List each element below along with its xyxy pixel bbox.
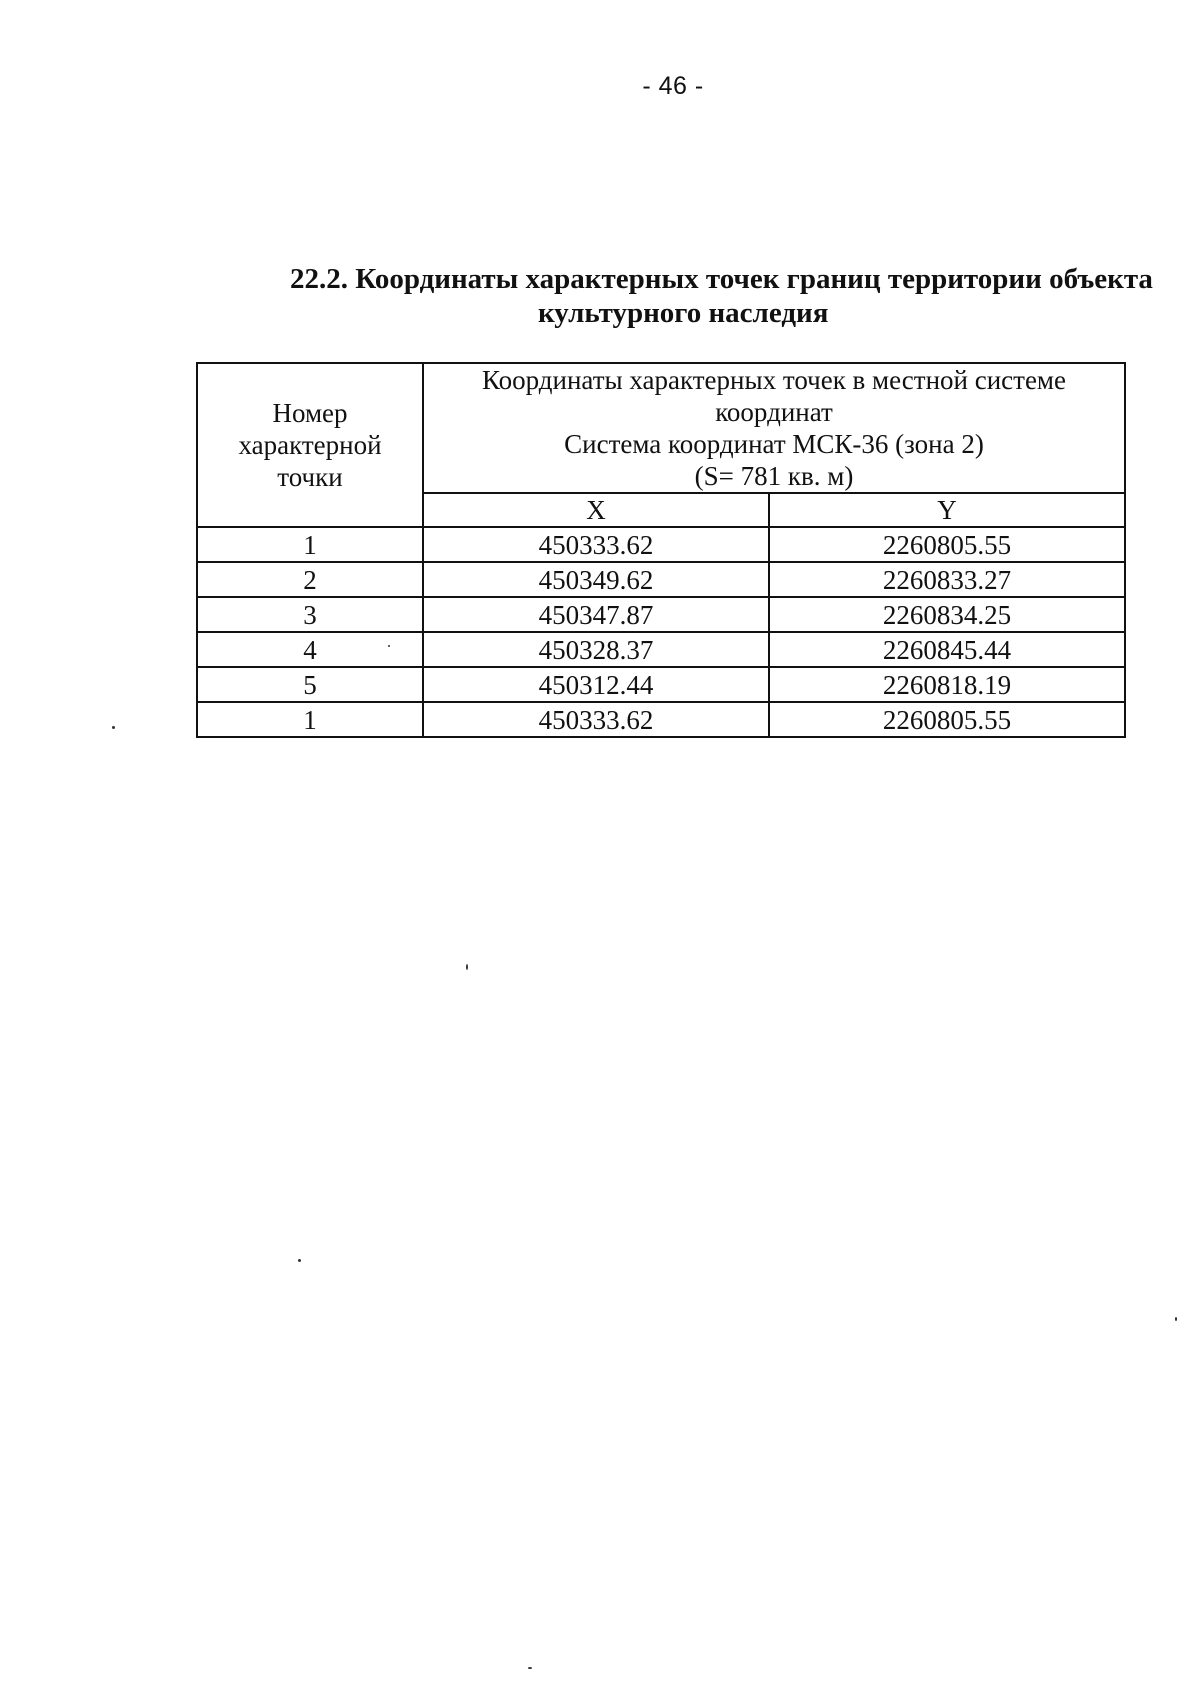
coordinates-header-line: (S= 781 кв. м) [694,461,854,491]
scan-speck [298,1259,301,1262]
x-cell: 450349.62 [423,562,769,597]
table-header-row [197,363,1125,493]
x-cell: 450328.37 [423,632,769,667]
scan-speck [112,726,115,729]
y-cell: 2260845.44 [769,632,1125,667]
y-cell: 2260805.55 [769,702,1125,737]
scan-speck [528,1667,532,1669]
scan-speck [388,645,390,647]
point-cell: 5 [197,667,423,702]
x-cell: 450333.62 [423,702,769,737]
table-row [197,632,1125,667]
scan-speck [1175,1317,1177,1321]
scan-speck [466,964,468,970]
table-row [197,597,1125,632]
point-number-header-line: точки [277,462,343,492]
x-cell: 450347.87 [423,597,769,632]
table-row [197,562,1125,597]
column-header-x: X [423,493,769,527]
y-cell: 2260834.25 [769,597,1125,632]
x-cell: 450312.44 [423,667,769,702]
y-cell: 2260833.27 [769,562,1125,597]
table-row [197,667,1125,702]
coordinates-header-line: Система координат МСК-36 (зона 2) [564,429,984,459]
section-heading-line-2: культурного наследия [538,297,829,329]
point-number-header-line: Номер [272,398,348,428]
table-row [197,702,1125,737]
point-cell: 2 [197,562,423,597]
x-cell: 450333.62 [423,527,769,562]
point-cell: 3 [197,597,423,632]
coordinates-table [196,362,1126,738]
section-heading [290,262,1153,330]
point-number-header [197,363,423,527]
section-heading-line-1: 22.2. Координаты характерных точек границ территории объекта [290,263,1153,295]
coordinates-group-header [423,363,1125,493]
table-row [197,527,1125,562]
y-cell: 2260818.19 [769,667,1125,702]
point-cell: 1 [197,527,423,562]
point-cell: 1 [197,702,423,737]
y-cell: 2260805.55 [769,527,1125,562]
coordinates-header-line: координат [715,397,833,427]
point-cell: 4 [197,632,423,667]
point-number-header-line: характерной [238,430,382,460]
coordinates-header-line: Координаты характерных точек в местной системе [481,365,1067,395]
page-number: - 46 - [642,72,704,100]
column-header-y: Y [769,493,1125,527]
